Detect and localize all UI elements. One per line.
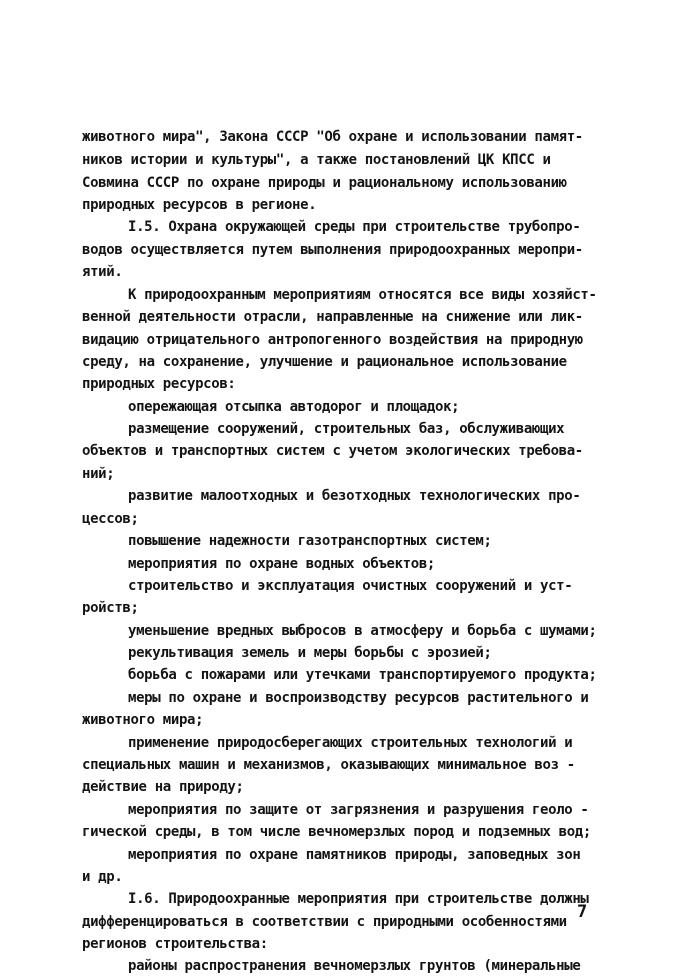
list-item: борьба с пожарами или утечками транспортируемого продукта; — [128, 667, 597, 683]
text-line: видацию отрицательного антропогенного воздействия на природную — [82, 332, 583, 348]
page-number: 7 — [577, 902, 587, 922]
list-item-continuation: цессов; — [82, 511, 139, 527]
text-line: среду, на сохранение, улучшение и рациональное использование — [82, 354, 567, 370]
list-item: мероприятия по защите от загрязнения и разрушения геоло - — [128, 802, 589, 818]
list-item: строительство и эксплуатация очистных сооружений и уст- — [128, 578, 573, 594]
list-item-continuation: ройств; — [82, 600, 139, 616]
list-item-continuation: гической среды, в том числе вечномерзлых пород и подземных вод; — [82, 824, 591, 840]
text-line: регионов строительства: — [82, 936, 268, 952]
text-line: животного мира", Закона СССР "Об охране и использовании памят- — [82, 129, 583, 145]
list-item-continuation: животного мира; — [82, 712, 204, 728]
text-line: дифференцироваться в соответствии с природными особенностями — [82, 914, 567, 930]
paragraph-heading-1-6: I.6. Природоохранные мероприятия при строительстве должны — [128, 891, 589, 907]
text-line: водов осуществляется путем выполнения природоохранных меропри- — [82, 242, 583, 258]
list-item-continuation: ний; — [82, 466, 115, 482]
list-item-continuation: объектов и транспортных систем с учетом экологических требова- — [82, 443, 583, 459]
text-line: Совмина СССР по охране природы и рациональному использованию — [82, 175, 567, 191]
list-item: мероприятия по охране памятников природы, заповедных зон — [128, 847, 581, 863]
list-item-continuation: и др. — [82, 869, 123, 885]
text-line: ников истории и культуры", а также постановлений ЦК КПСС и — [82, 152, 551, 168]
text-line: природных ресурсов: — [82, 376, 236, 392]
list-item-continuation: действие на природу; — [82, 779, 244, 795]
list-item: размещение сооружений, строительных баз, обслуживающих — [128, 421, 565, 437]
list-item: уменьшение вредных выбросов в атмосферу и борьба с шумами; — [128, 623, 597, 639]
list-item: меры по охране и воспроизводству ресурсов растительного и — [128, 690, 589, 706]
list-item-continuation: специальных машин и механизмов, оказывающих минимальное воз - — [82, 757, 575, 773]
list-item: применение природосберегающих строительных технологий и — [128, 735, 573, 751]
list-item: развитие малоотходных и безотходных технологических про- — [128, 488, 581, 504]
list-item: рекультивация земель и меры борьбы с эрозией; — [128, 645, 492, 661]
text-line: венной деятельности отрасли, направленные на снижение или лик- — [82, 309, 583, 325]
paragraph-heading-1-5: I.5. Охрана окружающей среды при строительстве трубопро- — [128, 219, 581, 235]
text-line: ятий. — [82, 264, 123, 280]
list-item: районы распространения вечномерзлых грунтов (минеральные — [128, 958, 581, 974]
list-item: повышение надежности газотранспортных систем; — [128, 533, 492, 549]
text-line: природных ресурсов в регионе. — [82, 197, 317, 213]
text-line: К природоохранным мероприятиям относятся все виды хозяйст- — [128, 287, 597, 303]
list-item: мероприятия по охране водных объектов; — [128, 556, 435, 572]
list-item: опережающая отсыпка автодорог и площадок; — [128, 399, 460, 415]
